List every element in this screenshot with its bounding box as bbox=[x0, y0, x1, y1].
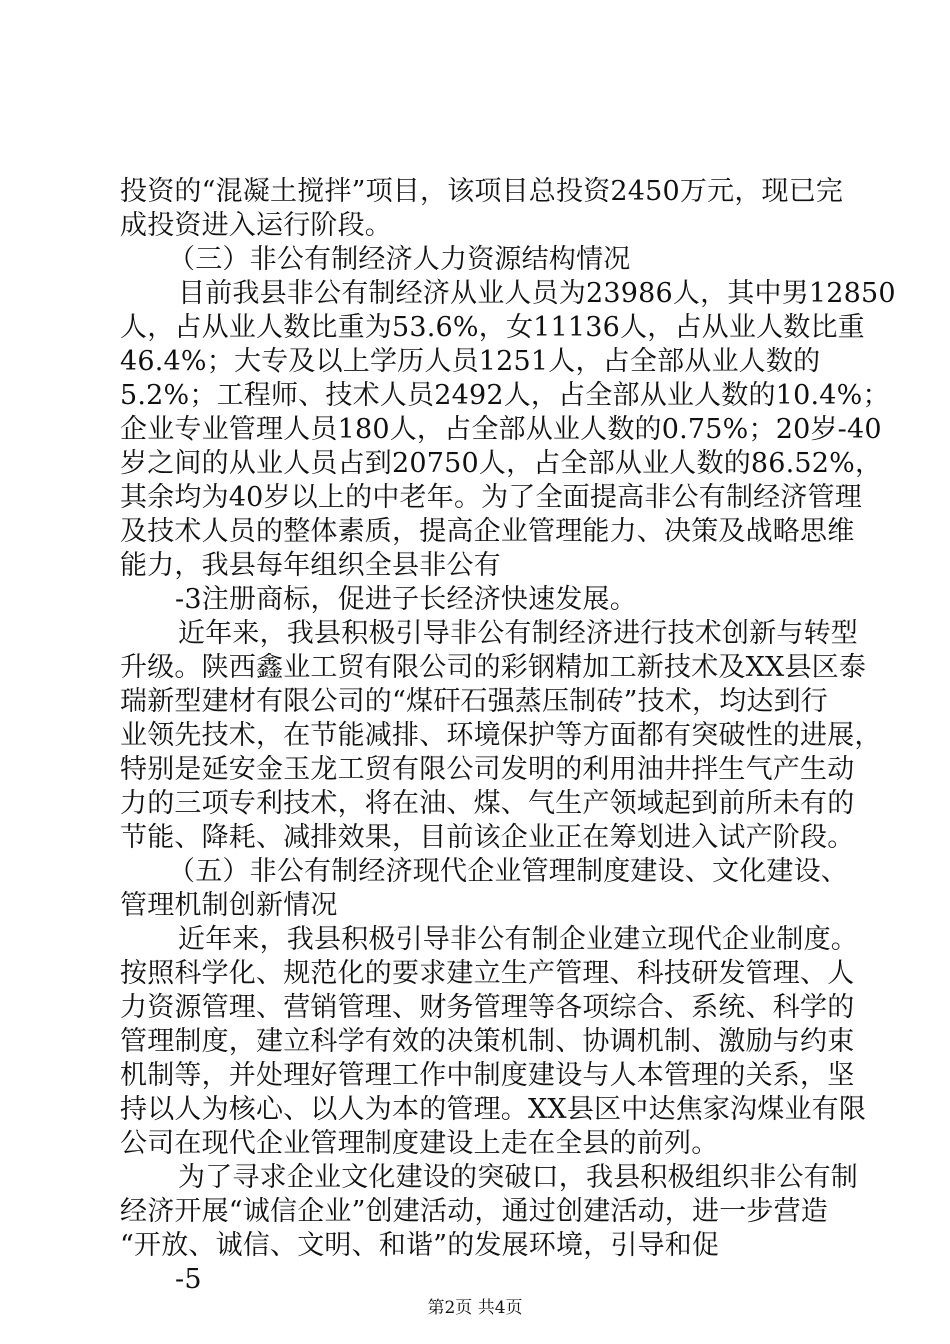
text-line: 公司在现代企业管理制度建设上走在全县的前列。 bbox=[120, 1128, 719, 1159]
text-line: 节能、降耗、减排效果，目前该企业正在筹划进入试产阶段。 bbox=[120, 822, 855, 853]
text-line: 企业专业管理人员180人，占全部从业人数的0.75%；20岁-40 bbox=[120, 414, 882, 445]
text-line: “开放、诚信、文明、和谐”的发展环境，引导和促 bbox=[120, 1230, 720, 1261]
text-line: 近年来，我县积极引导非公有制企业建立现代企业制度。 bbox=[178, 924, 858, 955]
section-heading: 管理机制创新情况 bbox=[120, 890, 338, 921]
text-line: 能力，我县每年组织全县非公有 bbox=[120, 550, 501, 581]
text-line: 按照科学化、规范化的要求建立生产管理、科技研发管理、人 bbox=[120, 958, 855, 989]
text-line: 特别是延安金玉龙工贸有限公司发明的利用油井拌生气产生动 bbox=[120, 754, 855, 785]
text-line: 力的三项专利技术，将在油、煤、气生产领域起到前所未有的 bbox=[120, 788, 855, 819]
text-line: 力资源管理、营销管理、财务管理等各项综合、系统、科学的 bbox=[120, 992, 855, 1023]
text-line: 持以人为核心、以人为本的管理。XX县区中达焦家沟煤业有限 bbox=[120, 1094, 867, 1125]
text-line: 及技术人员的整体素质，提高企业管理能力、决策及战略思维 bbox=[120, 516, 855, 547]
text-line: 业领先技术，在节能减排、环境保护等方面都有突破性的进展， bbox=[120, 720, 882, 751]
text-line: 其余均为40岁以上的中老年。为了全面提高非公有制经济管理 bbox=[120, 482, 862, 513]
text-line: 管理制度，建立科学有效的决策机制、协调机制、激励与约束 bbox=[120, 1026, 855, 1057]
text-line: 瑞新型建材有限公司的“煤矸石强蒸压制砖”技术，均达到行 bbox=[120, 686, 829, 717]
text-line: 成投资进入运行阶段。 bbox=[120, 210, 392, 241]
text-line: 近年来，我县积极引导非公有制经济进行技术创新与转型 bbox=[178, 618, 858, 649]
text-line: 5.2%；工程师、技术人员2492人，占全部从业人数的10.4%； bbox=[120, 380, 890, 411]
page-marker: -5 bbox=[175, 1264, 202, 1295]
text-line: 人，占从业人数比重为53.6%，女11136人，占从业人数比重 bbox=[120, 312, 865, 343]
text-line: 目前我县非公有制经济从业人员为23986人，其中男12850 bbox=[178, 278, 896, 309]
text-line: 投资的“混凝土搅拌”项目，该项目总投资2450万元，现已完 bbox=[120, 176, 844, 207]
text-line: 升级。陕西鑫业工贸有限公司的彩钢精加工新技术及XX县区泰 bbox=[120, 652, 867, 683]
text-line: 岁之间的从业人员占到20750人，占全部从业人数的86.52%， bbox=[120, 448, 883, 479]
text-line: 机制等，并处理好管理工作中制度建设与人本管理的关系，坚 bbox=[120, 1060, 855, 1091]
text-line: 46.4%；大专及以上学历人员1251人，占全部从业人数的 bbox=[120, 346, 821, 377]
page-footer: 第2页 共4页 bbox=[427, 1298, 523, 1318]
text-line: 经济开展“诚信企业”创建活动，通过创建活动，进一步营造 bbox=[120, 1196, 829, 1227]
section-heading: （五）非公有制经济现代企业管理制度建设、文化建设、 bbox=[168, 856, 848, 887]
text-line: -3注册商标，促进子长经济快速发展。 bbox=[175, 584, 637, 615]
section-heading: （三）非公有制经济人力资源结构情况 bbox=[168, 244, 631, 275]
text-line: 为了寻求企业文化建设的突破口，我县积极组织非公有制 bbox=[178, 1162, 858, 1193]
